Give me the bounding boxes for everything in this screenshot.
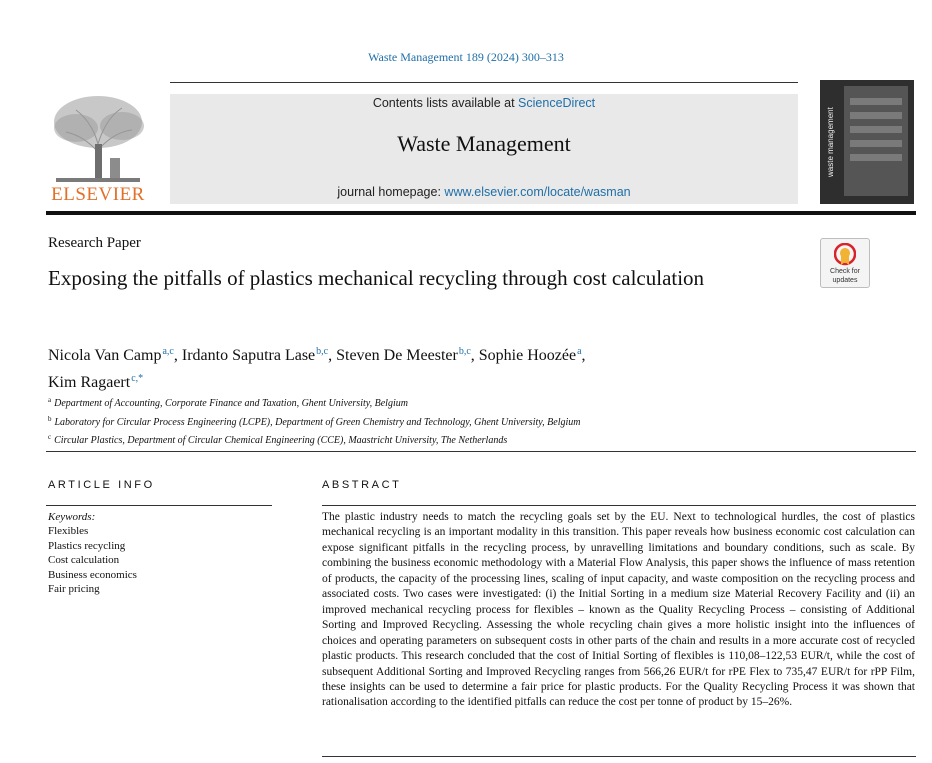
contents-line bbox=[170, 96, 798, 110]
author-affiliation-mark[interactable]: c,* bbox=[131, 373, 144, 384]
cover-block bbox=[850, 126, 902, 133]
cover-title: waste management bbox=[826, 107, 835, 177]
author-affiliation-mark[interactable]: b,c bbox=[316, 346, 329, 357]
abstract-rule bbox=[322, 505, 916, 506]
cover-block bbox=[850, 112, 902, 119]
abstract-text: The plastic industry needs to match the recycling goals set by the EU. Next to technological hurdles, the cost of plastics mechanical recycling is an important modality in this transition. This paper reveals how business economic cost calculation can expose significant pitfalls in the recycling process, by unravelling limitations and boundary conditions, such as scale. By combining the business economic methodology with a Material Flow Analysis, this paper shows the influence of mass retention of products, the capacity of the processing lines, scaling of input capacity, and waste composition on the recycling process and associated costs. Two cases were investigated: (i) the Initial Sorting in a medium size Material Recovery Facility and (ii) an improved mechanical recycling process for flexibles – known as the Quality Recycling Process – consisting of Additional Sorting and Improved Recycling. Assessing the whole recycling chain gives a more holistic insight into the influences of choices and operating parameters on subsequent costs in other parts of the chain and results in a more accurate cost of recycled plastic products. This research concluded that the cost of Initial Sorting of flexibles is 110,08–122,53 EUR/t, while the cost of subsequent Additional Sorting and Improved Recycling ranges from 566,26 EUR/t for rPE Flex to 735,47 EUR/t for rPP Film, these insights can be used to determine a fair price for plastic products. For the Quality Recycling Process it was shown that rationalisation according to the identified pitfalls can reduce the cost per tonne of product by 15–26%. bbox=[322, 511, 915, 709]
contents-prefix: Contents lists available at bbox=[372, 96, 515, 110]
author-name[interactable]: Nicola Van Camp bbox=[48, 347, 162, 364]
check-for-updates-label: updates bbox=[832, 277, 858, 284]
affiliation-item bbox=[48, 430, 848, 449]
author-affiliation-mark[interactable]: b,c bbox=[458, 346, 471, 357]
check-for-updates-label: Check for bbox=[830, 268, 860, 275]
author-separator: , bbox=[581, 347, 586, 364]
affiliation-list bbox=[48, 393, 848, 449]
keyword-item: Plastics recycling bbox=[48, 539, 126, 552]
keyword-list bbox=[48, 524, 268, 596]
affiliation-mark: c bbox=[48, 433, 52, 441]
article-info-rule bbox=[46, 505, 272, 506]
sciencedirect-link[interactable]: ScienceDirect bbox=[518, 96, 596, 110]
keyword-item: Business economics bbox=[48, 568, 137, 581]
check-for-updates-button[interactable] bbox=[820, 238, 870, 288]
author-separator: , bbox=[328, 347, 337, 364]
author-name[interactable]: Sophie Hoozée bbox=[478, 347, 577, 364]
check-for-updates-icon bbox=[834, 243, 856, 267]
affiliation-mark: b bbox=[48, 414, 52, 423]
section-divider bbox=[46, 451, 916, 452]
affiliation-text: Laboratory for Circular Process Engineering (LCPE), Department of Green Chemistry and Technology, Ghent University, Belgium bbox=[54, 416, 581, 428]
author-name[interactable]: Kim Ragaert bbox=[48, 374, 131, 391]
article-type: Research Paper bbox=[48, 235, 141, 251]
author-affiliation-mark[interactable]: a bbox=[577, 346, 582, 357]
header-divider bbox=[46, 211, 916, 215]
cover-block bbox=[850, 154, 902, 161]
publisher-name: ELSEVIER bbox=[51, 184, 145, 205]
keywords-label: Keywords: bbox=[48, 511, 96, 523]
journal-reference-link[interactable]: Waste Management 189 (2024) 300–313 bbox=[368, 50, 564, 64]
journal-homepage-link[interactable]: www.elsevier.com/locate/wasman bbox=[444, 185, 631, 199]
article-title: Exposing the pitfalls of plastics mechanical recycling through cost calculation bbox=[48, 266, 705, 290]
abstract-bottom-rule bbox=[322, 756, 916, 757]
journal-masthead bbox=[170, 94, 798, 204]
abstract-heading: ABSTRACT bbox=[322, 479, 402, 491]
journal-title: Waste Management bbox=[397, 131, 571, 156]
author-name[interactable]: Steven De Meester bbox=[336, 347, 458, 364]
cover-block bbox=[850, 98, 902, 105]
affiliation-text: Circular Plastics, Department of Circular Chemical Engineering (CCE), Maastricht University, The Netherlands bbox=[54, 435, 508, 446]
homepage-line bbox=[170, 185, 798, 199]
author-separator: , bbox=[470, 347, 479, 364]
affiliation-mark: a bbox=[48, 396, 52, 404]
affiliation-item bbox=[48, 393, 848, 412]
article-info-heading: ARTICLE INFO bbox=[48, 479, 155, 491]
author-affiliation-mark[interactable]: a,c bbox=[162, 346, 174, 357]
cover-block bbox=[850, 140, 902, 147]
top-rule bbox=[170, 82, 798, 83]
keyword-item: Fair pricing bbox=[48, 583, 100, 596]
journal-cover-icon[interactable] bbox=[820, 80, 914, 204]
affiliation-item bbox=[48, 412, 848, 431]
author-separator: , bbox=[173, 347, 182, 364]
homepage-prefix: journal homepage: bbox=[337, 185, 441, 199]
affiliation-text: Department of Accounting, Corporate Finance and Taxation, Ghent University, Belgium bbox=[54, 398, 408, 409]
author-name[interactable]: Irdanto Saputra Lase bbox=[181, 347, 316, 364]
keyword-item: Flexibles bbox=[48, 525, 89, 538]
keyword-item: Cost calculation bbox=[48, 554, 120, 567]
author-list bbox=[48, 340, 828, 394]
keywords-block bbox=[48, 510, 268, 596]
